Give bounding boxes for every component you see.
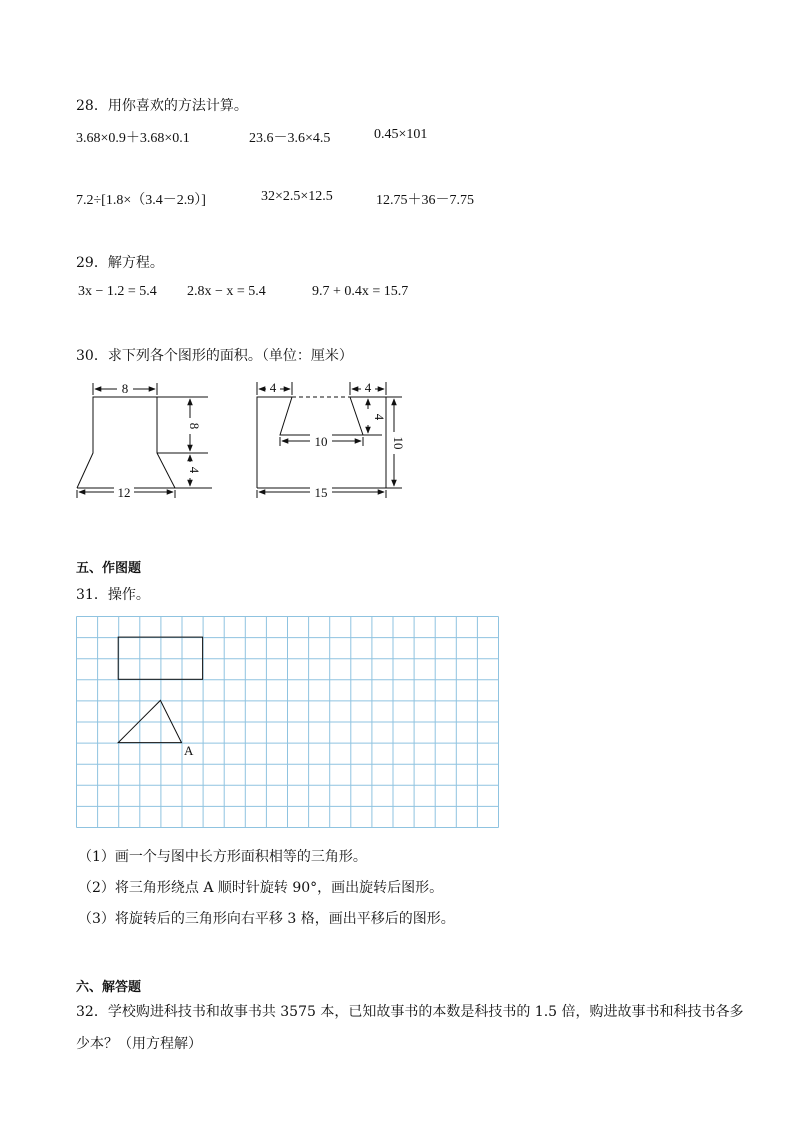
q32-text-line2: 少本？（用方程解）	[76, 1036, 202, 1052]
q29-eq-1: 3x − 1.2 = 5.4	[78, 284, 157, 299]
q31-task-3: （3）将旋转后的三角形向右平移 3 格，画出平移后的图形。	[78, 911, 455, 927]
fig2-height-label: 10	[391, 436, 406, 450]
fig1-top-label: 8	[121, 381, 129, 396]
q30-title: 30．求下列各个图形的面积。（单位：厘米）	[76, 348, 353, 364]
fig1-upper-height-label: 8	[187, 422, 202, 430]
fig2-notch-depth-label: 4	[372, 413, 387, 421]
q31-title: 31．操作。	[76, 587, 150, 603]
q28-expr-6: 12.75＋36－7.75	[376, 193, 474, 208]
given-rectangle	[118, 637, 202, 679]
q31-grid-figure	[76, 616, 500, 830]
q28-expr-3: 0.45×101	[374, 127, 428, 142]
fig1-bottom-label: 12	[117, 485, 131, 500]
q28-expr-4: 7.2÷[1.8×（3.4－2.9）]	[76, 193, 206, 208]
fig2-notch-bottom-label: 10	[314, 434, 328, 449]
q28-expr-1: 3.68×0.9＋3.68×0.1	[76, 131, 190, 146]
q31-task-1: （1）画一个与图中长方形面积相等的三角形。	[78, 849, 367, 865]
q29-eq-2: 2.8x − x = 5.4	[187, 284, 266, 299]
q30-figures	[0, 370, 420, 505]
fig2-right-top-label: 4	[364, 380, 372, 395]
q28-expr-2: 23.6－3.6×4.5	[249, 131, 331, 146]
q31-task-2: （2）将三角形绕点 A 顺时针旋转 90°，画出旋转后图形。	[78, 880, 444, 896]
q32-text-line1: 32．学校购进科技书和故事书共 3575 本，已知故事书的本数是科技书的 1.5 倍，购进故事书和科技书各多	[76, 1004, 744, 1020]
fig1-lower-height-label: 4	[187, 466, 202, 474]
section5-title: 五、作图题	[76, 561, 142, 576]
point-a-label: A	[184, 743, 194, 758]
q29-title: 29．解方程。	[76, 255, 164, 271]
q28-title: 28．用你喜欢的方法计算。	[76, 98, 248, 114]
fig2-left-top-label: 4	[269, 380, 277, 395]
section6-title: 六、解答题	[76, 980, 142, 995]
q29-eq-3: 9.7 + 0.4x = 15.7	[312, 284, 409, 299]
grid	[77, 617, 499, 828]
fig2-bottom-label: 15	[314, 485, 328, 500]
q28-expr-5: 32×2.5×12.5	[261, 189, 333, 204]
figure1-outline	[77, 397, 175, 488]
